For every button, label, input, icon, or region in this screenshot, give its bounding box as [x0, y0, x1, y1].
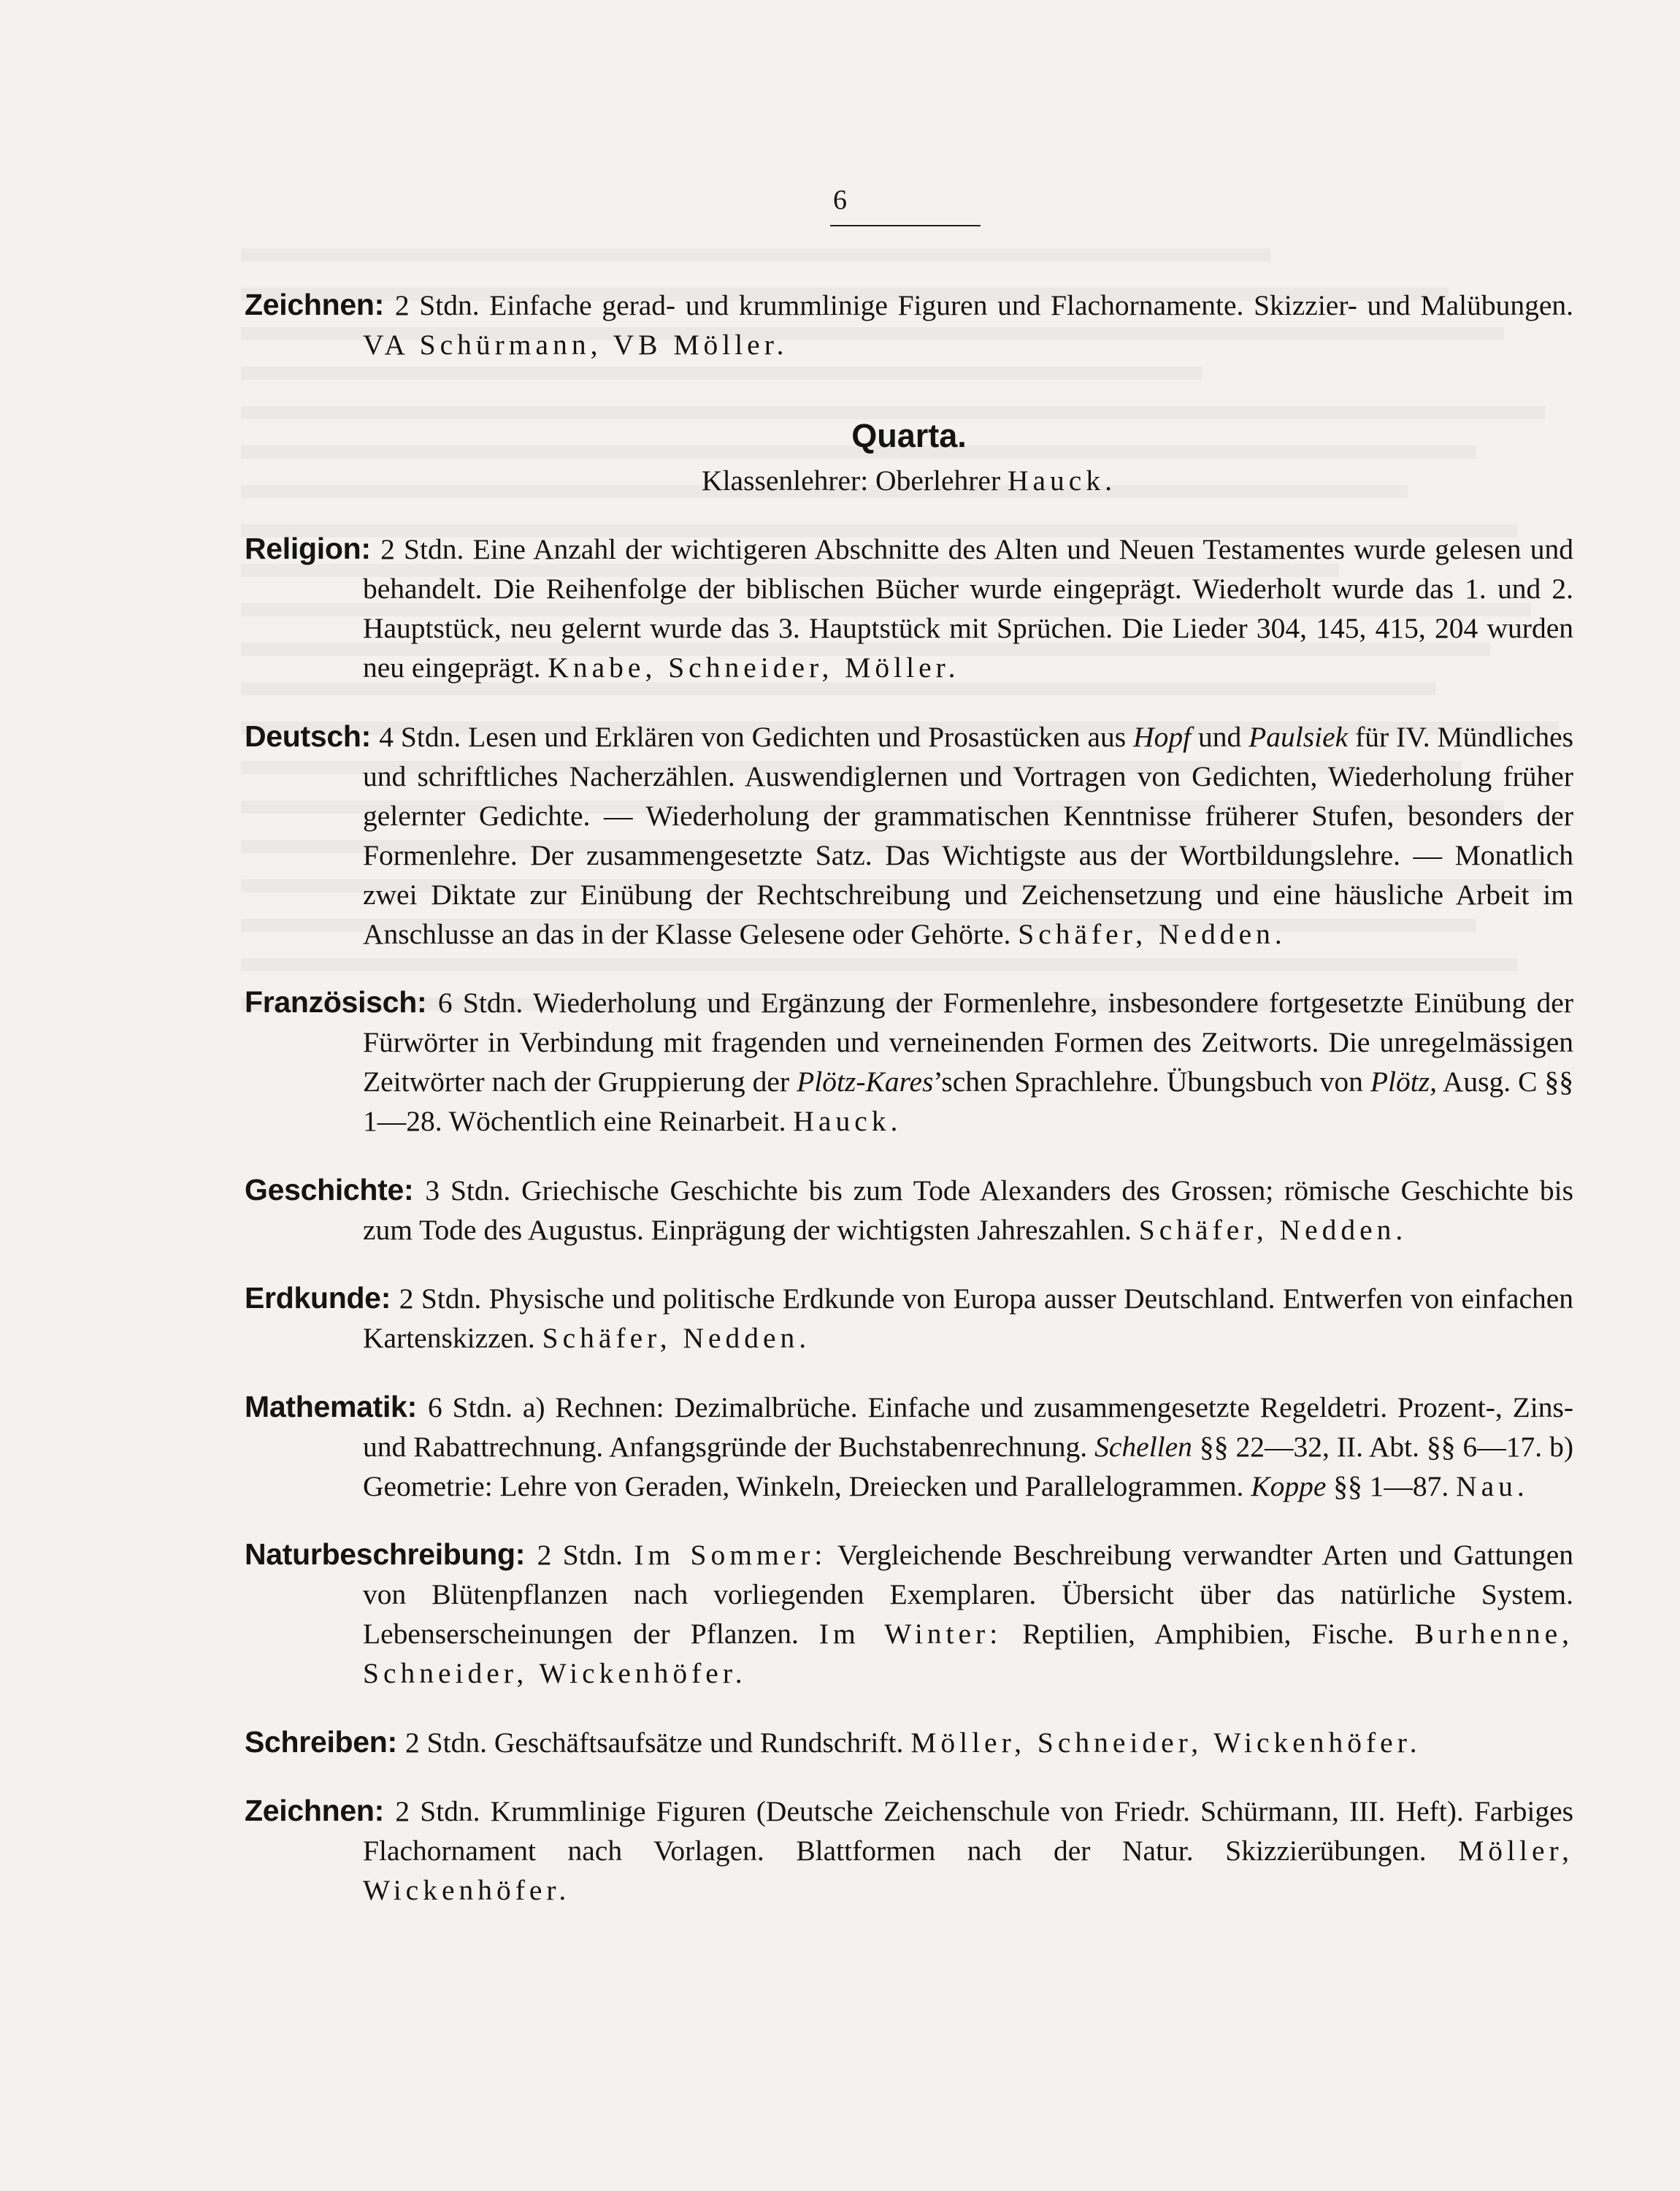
- subject-heading: Erdkunde: [245, 1281, 381, 1315]
- hours: 2 Stdn.: [395, 1795, 480, 1827]
- entry-erdkunde: Erdkunde: 2 Stdn. Physische und politische Erdkunde von Europa ausser Deutschland. Entwerfen von einfachen Kartenskizzen. Schäfer, Nedden.: [245, 1281, 1574, 1354]
- hours: 2 Stdn.: [405, 1726, 487, 1759]
- teachers: Möller, Wickenhöfer.: [363, 1835, 1573, 1906]
- entry-zeichnen: Zeichnen: 2 Stdn. Krummlinige Figuren (Deutsche Zeichenschule von Friedr. Schürmann, III. Heft). Farbiges Flachornament nach Vorlagen. Blattformen nach der Natur. Skizzierübungen. Möller, Wickenhöfer.: [245, 1794, 1573, 1906]
- teachers: Schäfer, Nedden.: [542, 1322, 811, 1354]
- teachers: Nau.: [1456, 1469, 1529, 1502]
- entry-text: schen Sprachlehre. Übungsbuch von: [941, 1066, 1363, 1098]
- entry-religion: Religion: 2 Stdn. Eine Anzahl der wichtigeren Abschnitte des Alten und Neuen Testamentes wurde gelesen und behandelt. Die Reihenfolge der biblischen Bücher wurde eingeprägt. Wiederholt wurde das 1. und 2. Hauptstück, neu gelernt wurde das 3. Hauptstück mit Sprüchen. Die Lieder 304, 145, 415, 204 wurden neu eingeprägt. Knabe, Schneider, Möller.: [245, 532, 1573, 684]
- entry-mathematik: Mathematik: 6 Stdn. a) Rechnen: Dezimalbrüche. Einfache und zusammengesetzte Regeldetri. Prozent-, Zins- und Rabattrechnung. Anfangsgründe der Buchstabenrechnung. Schellen §§ 22—32, II. Abt. §§ 6—17. b) Geometrie: Lehre von Geraden, Winkeln, Dreiecken und Parallelogrammen. Koppe §§ 1—87. Nau.: [245, 1389, 1574, 1502]
- author-name: Plötz,: [1370, 1066, 1437, 1098]
- page-number: 6: [833, 185, 847, 215]
- book-title: Paulsiek: [1249, 720, 1349, 753]
- entry-text: Lesen und Erklären von Gedichten und Prosastücken aus: [468, 720, 1127, 753]
- hours: 4 Stdn.: [379, 720, 461, 753]
- entry-text: §§ 22—32, II. Abt. §§ 6—17. b) Geometrie: Lehre von Geraden, Winkeln, Dreiecken und Parallelogrammen.: [363, 1430, 1574, 1502]
- entry-geschichte: Geschichte: 3 Stdn. Griechische Geschichte bis zum Tode Alexanders des Grossen; römische Geschichte bis zum Tode des Augustus. Einprägung der wichtigsten Jahreszahlen. Schäfer, Nedden.: [245, 1172, 1573, 1246]
- entry-text: für IV. Mündliches und schriftliches Nacherzählen. Auswendiglernen und Vortragen von Gedichten, Wiederholung früher gelernter Gedichte. — Wiederholung der grammatischen Kenntnisse früherer Stufen, besonders der Formenlehre. Der zusammengesetzte Satz. Das Wichtigste aus der Wortbildungslehre. — Monatlich zwei Diktate zur Einübung der Rechtschreibung und Zeichensetzung und eine häusliche Arbeit im Anschlusse an das in der Klasse Gelesene oder Gehörte.: [363, 720, 1574, 950]
- class-teacher-label: Klassenlehrer: Oberlehrer: [702, 464, 1001, 497]
- subject-heading: Schreiben: [245, 1724, 388, 1759]
- hours: 6 Stdn.: [437, 987, 523, 1019]
- teachers: VA Schürmann, VB Möller.: [363, 328, 789, 361]
- book-title: Schellen: [1094, 1430, 1192, 1463]
- entry-text: Wiederholung und Ergänzung der Formenlehre, insbesondere fortgesetzte Einübung der Fürwörter in Verbindung mit fragenden und verneinenden Formen des Zeitworts. Die unregelmässigen Zeitwörter nach der Gruppierung der: [363, 987, 1573, 1098]
- page-content: [245, 256, 1573, 1919]
- entry-text: Einfache gerad- und krummlinige Figuren und Flachornamente. Skizzier- und Malübungen.: [489, 288, 1574, 321]
- author-name: Plötz-Kares: [797, 1066, 934, 1098]
- entry-text: Physische und politische Erdkunde von Europa ausser Deutschland. Entwerfen von einfachen Kartenskizzen.: [363, 1282, 1574, 1354]
- teachers: Burhenne, Schneider, Wickenhöfer.: [363, 1618, 1573, 1689]
- subject-heading: Deutsch: [245, 719, 361, 753]
- hours: 3 Stdn.: [425, 1174, 511, 1207]
- conjunction: und: [1197, 720, 1242, 753]
- entry-text: Griechische Geschichte bis zum Tode Alexanders des Grossen; römische Geschichte bis zum Tode des Augustus. Einprägung der wichtigsten Jahreszahlen.: [363, 1174, 1573, 1246]
- subject-heading: Mathematik: [245, 1389, 407, 1423]
- season-label: Im Winter:: [818, 1618, 1002, 1650]
- entry-text: Eine Anzahl der wichtigeren Abschnitte des Alten und Neuen Testamentes wurde gelesen und behandelt. Die Reihenfolge der biblischen Bücher wurde eingeprägt. Wiederholt wurde das 1. und 2. Hauptstück, neu gelernt wurde das 3. Hauptstück mit Sprüchen. Die Lieder 304, 145, 415, 204 wurden neu eingeprägt.: [363, 533, 1573, 684]
- entry-text: Reptilien, Amphibien, Fische.: [1022, 1618, 1395, 1650]
- class-teacher-line: [245, 461, 1573, 500]
- entry-text: Krummlinige Figuren (Deutsche Zeichenschule von Friedr. Schürmann, III. Heft). Farbiges Flachornament nach Vorlagen. Blattformen nach der Natur. Skizzierübungen.: [363, 1795, 1573, 1867]
- book-title: Hopf: [1133, 720, 1192, 753]
- season-label: Im Sommer:: [634, 1539, 827, 1571]
- subject-heading: Religion: [245, 532, 361, 565]
- entry-text: Vergleichende Beschreibung verwandter Arten und Gattungen von Blütenpflanzen nach vorliegenden Exemplaren. Übersicht über das natürliche System. Lebenserscheinungen der Pflanzen.: [363, 1539, 1573, 1650]
- entry-text: a) Rechnen: Dezimalbrüche. Einfache und zusammengesetzte Regeldetri. Prozent-, Zins- und Rabattrechnung. Anfangsgründe der Buchstabenrechnung.: [363, 1391, 1574, 1463]
- entry-naturbeschreibung: Naturbeschreibung: 2 Stdn. Im Sommer: Vergleichende Beschreibung verwandter Arten und Gattungen von Blütenpflanzen nach vorliegenden Exemplaren. Übersicht über das natürliche System. Lebenserscheinungen der Pflanzen. Im Winter: Reptilien, Amphibien, Fische. Burhenne, Schneider, Wickenhöfer.: [245, 1537, 1573, 1689]
- hours: 2 Stdn.: [399, 1282, 482, 1315]
- teachers: Möller, Schneider, Wickenhöfer.: [910, 1726, 1422, 1759]
- hours: 6 Stdn.: [428, 1391, 513, 1423]
- entry-schreiben: Schreiben: 2 Stdn. Geschäftsaufsätze und Rundschrift. Möller, Schneider, Wickenhöfer.: [245, 1724, 1422, 1759]
- subject-heading: Geschichte: [245, 1172, 404, 1207]
- subject-heading: Zeichnen: [245, 287, 375, 321]
- teachers: Schäfer, Nedden.: [1018, 917, 1286, 950]
- subject-heading: Zeichnen: [245, 1794, 375, 1827]
- subject-heading: Naturbeschreibung: [245, 1537, 515, 1571]
- entry-text: §§ 1—87.: [1333, 1469, 1449, 1502]
- entry-franzoesisch: Französisch: 6 Stdn. Wiederholung und Ergänzung der Formenlehre, insbesondere fortgesetzte Einübung der Fürwörter in Verbindung mit fragenden und verneinenden Formen des Zeitworts. Die unregelmässigen Zeitwörter nach der Gruppierung der Plötz-Kares’schen Sprachlehre. Übungsbuch von Plötz, Ausg. C §§ 1—28. Wöchentlich eine Reinarbeit. Hauck.: [245, 985, 1573, 1137]
- entry-deutsch: Deutsch: 4 Stdn. Lesen und Erklären von Gedichten und Prosastücken aus Hopf und Paulsiek für IV. Mündliches und schriftliches Nacherzählen. Auswendiglernen und Vortragen von Gedichten, Wiederholung früher gelernter Gedichte. — Wiederholung der grammatischen Kenntnisse früherer Stufen, besonders der Formenlehre. Der zusammengesetzte Satz. Das Wichtigste aus der Wortbildungslehre. — Monatlich zwei Diktate zur Einübung der Rechtschreibung und Zeichensetzung und eine häusliche Arbeit im Anschlusse an das in der Klasse Gelesene oder Gehörte. Schäfer, Nedden.: [245, 719, 1574, 950]
- teachers: Schäfer, Nedden.: [1138, 1213, 1408, 1246]
- book-title: Koppe: [1251, 1469, 1327, 1502]
- section-title: Quarta.: [851, 416, 967, 454]
- intro-zeichnen: Zeichnen: 2 Stdn. Einfache gerad- und krummlinige Figuren und Flachornamente. Skizzier- und Malübungen. VA Schürmann, VB Möller.: [245, 287, 1574, 361]
- teachers: Knabe, Schneider, Möller.: [548, 651, 960, 684]
- hours: 2 Stdn.: [537, 1539, 624, 1571]
- hours: 2 Stdn.: [394, 288, 480, 321]
- class-teacher-name: Hauck.: [1007, 464, 1116, 497]
- entry-text: Geschäftsaufsätze und Rundschrift.: [494, 1726, 904, 1759]
- teachers: Hauck.: [793, 1105, 902, 1137]
- entry-text: Ausg. C §§ 1—28. Wöchentlich eine Reinarbeit.: [363, 1066, 1573, 1137]
- subject-heading: Französisch: [245, 985, 417, 1019]
- hours: 2 Stdn.: [380, 533, 464, 565]
- page-number-rule: [830, 225, 981, 226]
